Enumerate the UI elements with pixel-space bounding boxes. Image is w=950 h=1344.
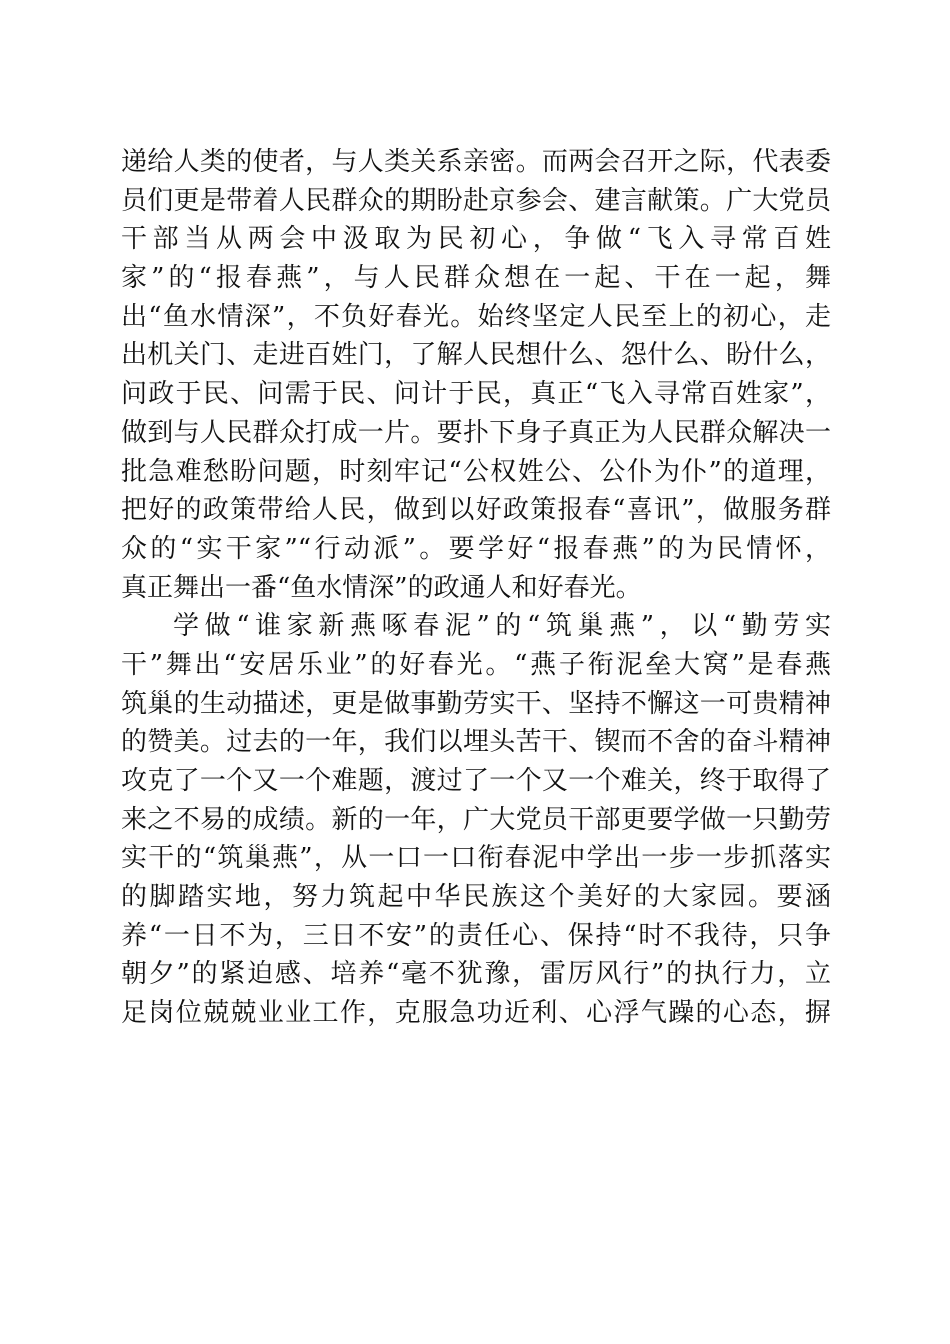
text-line: 家”的“报春燕”，与人民群众想在一起、干在一起，舞 [121, 263, 831, 294]
text-line: 的赞美。过去的一年，我们以埋头苦干、锲而不舍的奋斗精神 [121, 727, 831, 758]
text-line: 筑巢的生动描述，更是做事勤劳实干、坚持不懈这一可贵精神 [121, 688, 831, 719]
text-line: 干”舞出“安居乐业”的好春光。“燕子衔泥垒大窝”是春燕 [121, 649, 831, 680]
text-line: 出机关门、走进百姓门，了解人民想什么、怨什么、盼什么， [121, 340, 831, 371]
text-line: 把好的政策带给人民，做到以好政策报春“喜讯”，做服务群 [121, 495, 831, 526]
text-line: 学做“谁家新燕啄春泥”的“筑巢燕”，以“勤劳实 [173, 611, 831, 642]
text-line: 朝夕”的紧迫感、培养“毫不犹豫，雷厉风行”的执行力，立 [121, 959, 831, 990]
text-line: 真正舞出一番“鱼水情深”的政通人和好春光。 [121, 572, 642, 603]
text-line: 递给人类的使者，与人类关系亲密。而两会召开之际，代表委 [121, 147, 831, 177]
text-line: 攻克了一个又一个难题，渡过了一个又一个难关，终于取得了 [121, 766, 831, 796]
text-line: 出“鱼水情深”，不负好春光。始终坚定人民至上的初心，走 [121, 301, 831, 332]
text-line: 养“一日不为，三日不安”的责任心、保持“时不我待，只争 [121, 920, 831, 951]
text-line: 批急难愁盼问题，时刻牢记“公权姓公、公仆为仆”的道理， [121, 456, 831, 487]
text-line: 来之不易的成绩。新的一年，广大党员干部更要学做一只勤劳 [121, 804, 831, 835]
text-line: 做到与人民群众打成一片。要扑下身子真正为人民群众解决一 [121, 417, 831, 448]
text-line: 员们更是带着人民群众的期盼赴京参会、建言献策。广大党员 [121, 185, 831, 216]
text-line: 足岗位兢兢业业工作，克服急功近利、心浮气躁的心态，摒 [121, 998, 831, 1029]
text-line: 实干的“筑巢燕”，从一口一口衔春泥中学出一步一步抓落实 [121, 843, 831, 874]
text-line: 干部当从两会中汲取为民初心，争做“飞入寻常百姓 [121, 224, 831, 255]
text-line: 的脚踏实地，努力筑起中华民族这个美好的大家园。要涵 [121, 882, 831, 913]
text-line: 众的“实干家”“行动派”。要学好“报春燕”的为民情怀， [121, 533, 831, 564]
body-text [121, 143, 831, 1033]
text-line: 问政于民、问需于民、问计于民，真正“飞入寻常百姓家”， [121, 379, 831, 410]
